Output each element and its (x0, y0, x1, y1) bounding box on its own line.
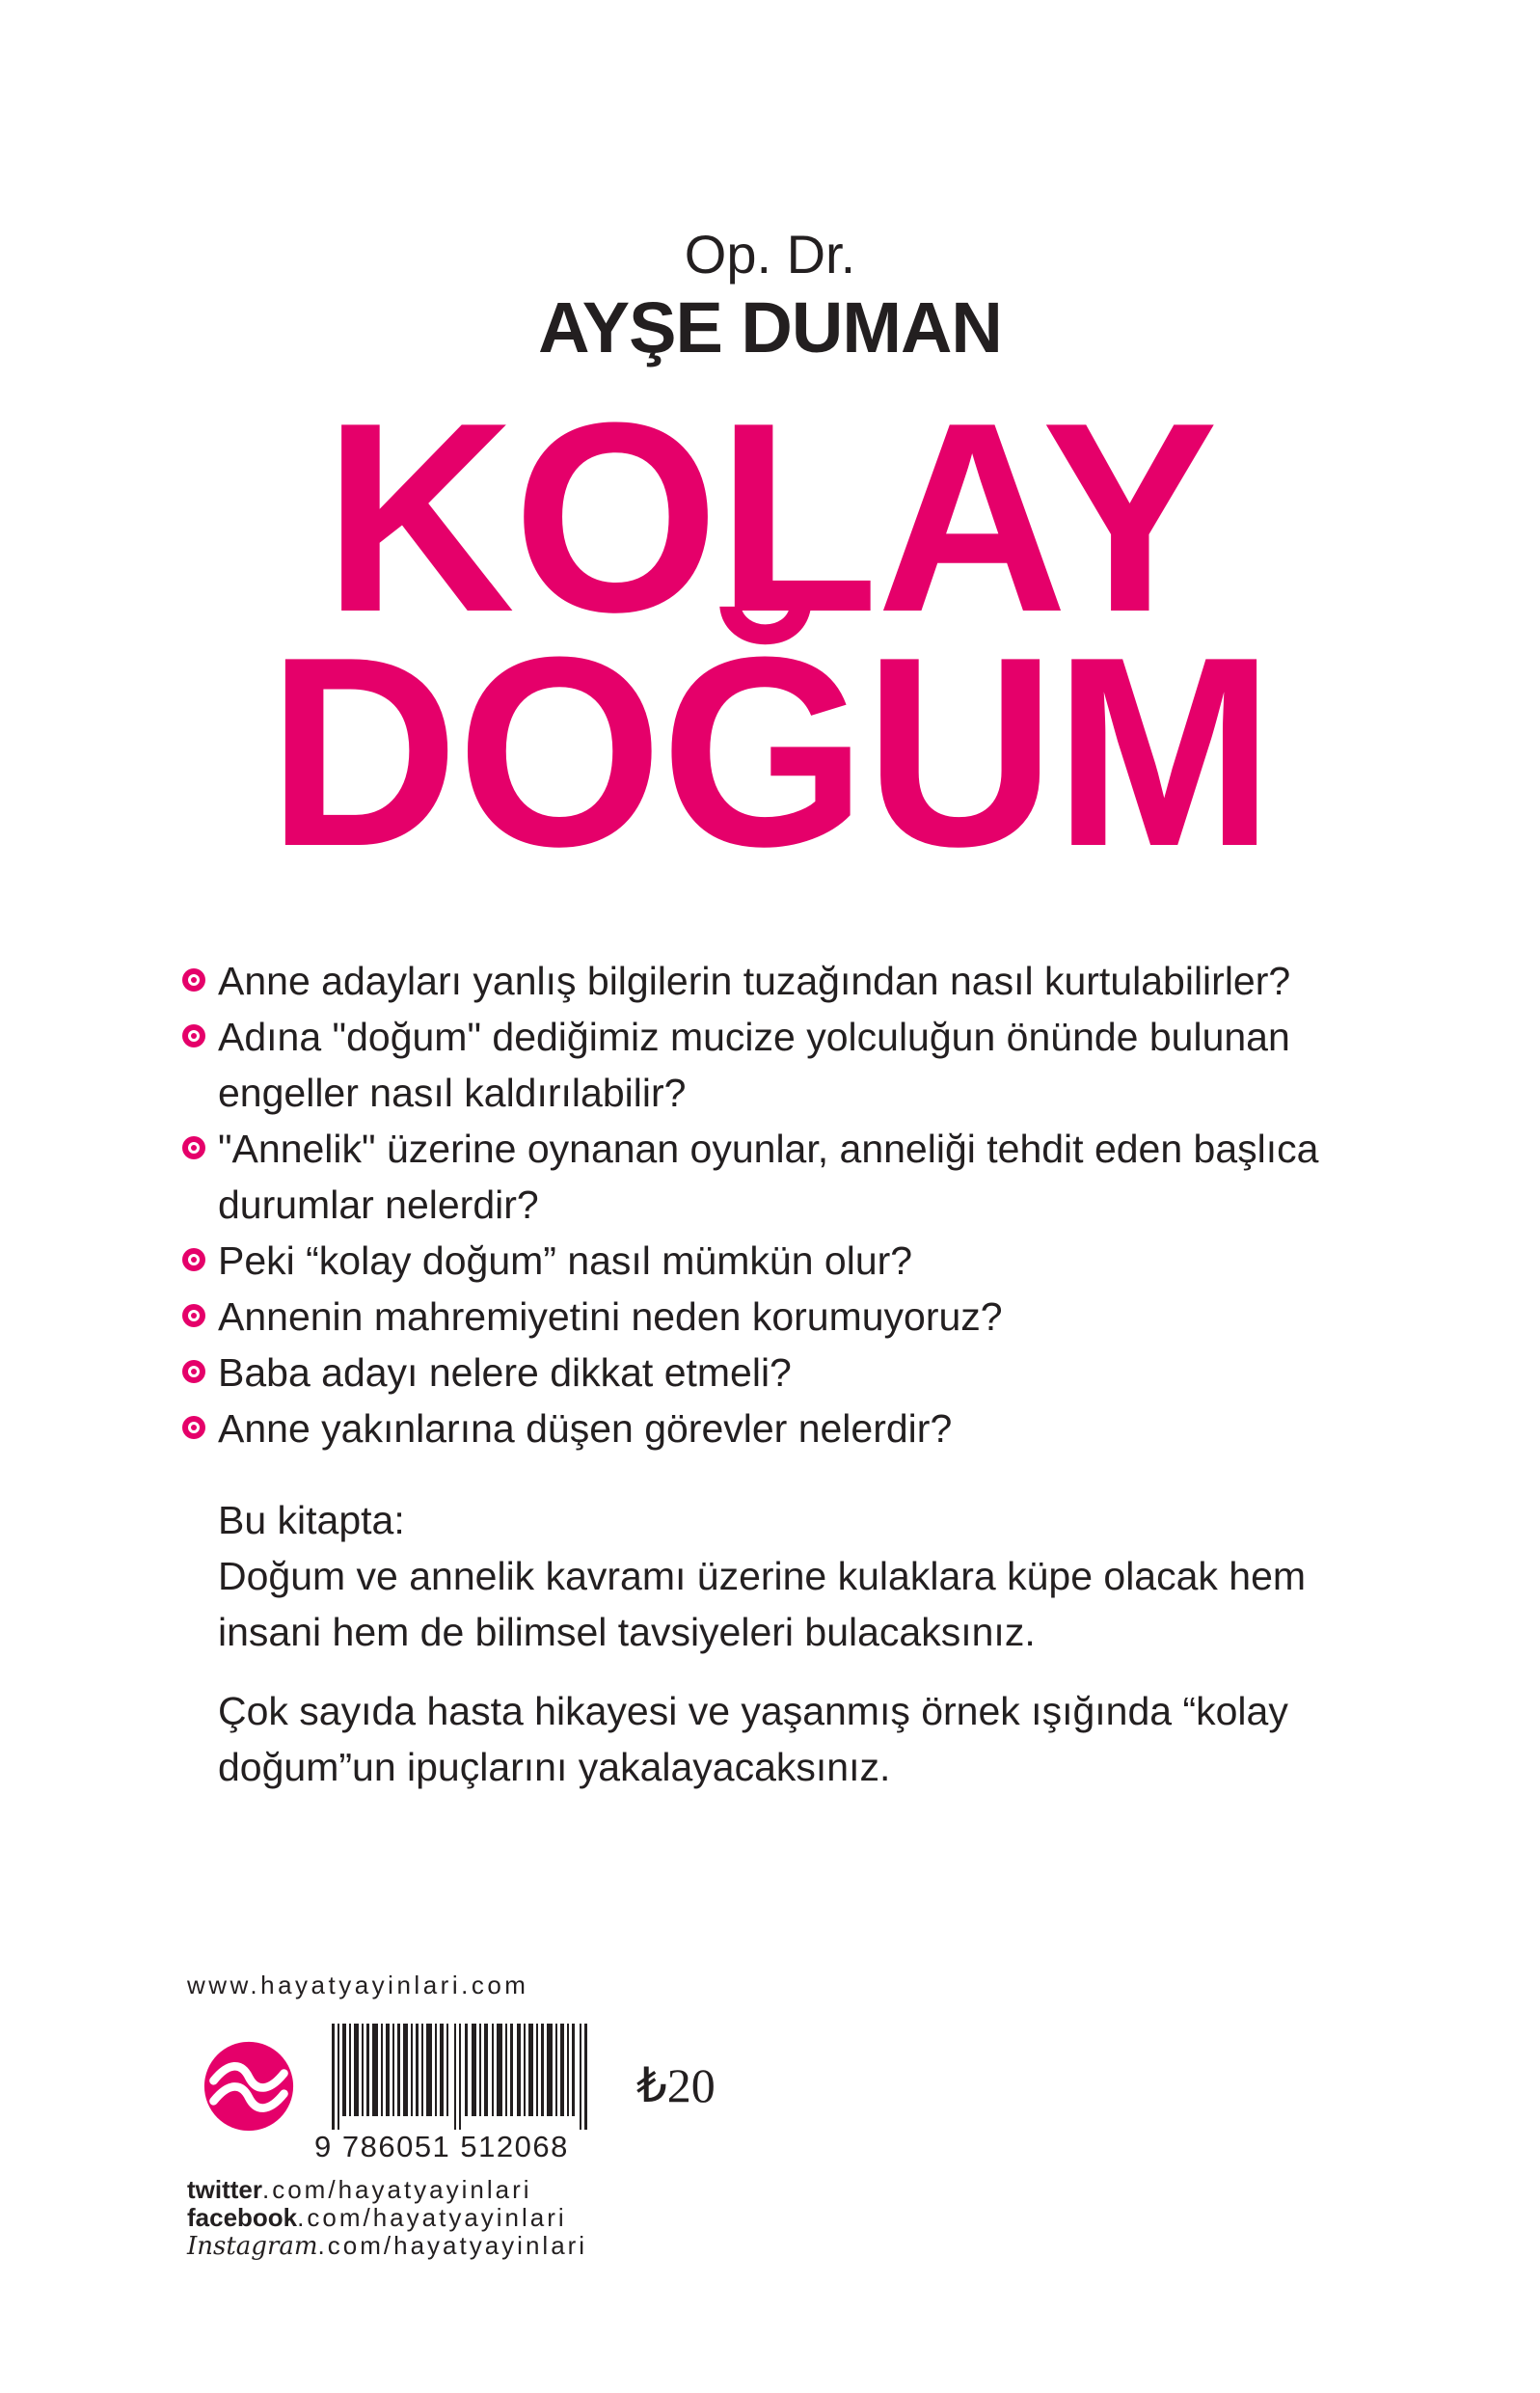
question-item (181, 1009, 1396, 1121)
question-item (181, 1121, 1396, 1233)
question-list (181, 953, 1396, 1456)
instagram-brand: Instagram (187, 2232, 318, 2261)
book-title-line-2: DOĞUM (267, 602, 1273, 903)
book-title-line-1: KOLAY (323, 367, 1217, 668)
bullet-icon (181, 967, 206, 993)
body-paragraph-1 (218, 1492, 1375, 1660)
question-item (181, 1400, 1396, 1456)
price-label: ₺20 (636, 2058, 716, 2112)
body-text-1: Doğum ve annelik kavramı üzerine kulaklara küpe olacak hem insani hem de bilimsel tavsiyeleri bulacaksınız. (218, 1554, 1307, 1654)
twitter-brand: twitter (187, 2175, 262, 2204)
instagram-path: .com/hayatyayinlari (317, 2231, 588, 2260)
social-facebook (187, 2203, 567, 2232)
question-text: Peki “kolay doğum” nasıl mümkün olur? (218, 1238, 913, 1283)
publisher-website: www.hayatyayinlari.com (187, 1971, 529, 1999)
publisher-logo-icon (203, 2040, 295, 2133)
author-prefix: Op. Dr. (684, 224, 856, 285)
author-name: AYŞE DUMAN (538, 287, 1002, 367)
isbn-number: 9 786051 512068 (314, 2130, 569, 2163)
barcode (332, 2024, 588, 2130)
bullet-icon (181, 1415, 206, 1440)
facebook-path: .com/hayatyayinlari (297, 2203, 567, 2232)
question-text: "Annelik" üzerine oynanan oyunlar, anneliği tehdit eden başlıca durumlar nelerdir? (218, 1127, 1319, 1227)
social-instagram (187, 2231, 587, 2261)
social-twitter (187, 2175, 532, 2204)
question-item (181, 1233, 1396, 1289)
question-text: Baba adayı nelere dikkat etmeli? (218, 1350, 792, 1395)
question-text: Anne adayları yanlış bilgilerin tuzağından nasıl kurtulabilirler? (218, 959, 1291, 1003)
bullet-icon (181, 1135, 206, 1160)
body-paragraph-2: Çok sayıda hasta hikayesi ve yaşanmış örnek ışığında “kolay doğum”un ipuçlarını yakalayacaksınız. (218, 1689, 1288, 1789)
bullet-icon (181, 1359, 206, 1384)
bullet-icon (181, 1247, 206, 1272)
bullet-icon (181, 1303, 206, 1328)
body-intro: Bu kitapta: (218, 1498, 405, 1542)
question-text: Anne yakınlarına düşen görevler nelerdir? (218, 1406, 953, 1451)
question-item (181, 1345, 1396, 1400)
question-text: Annenin mahremiyetini neden korumuyoruz? (218, 1294, 1003, 1339)
question-item (181, 1289, 1396, 1345)
question-item (181, 953, 1396, 1009)
twitter-path: .com/hayatyayinlari (262, 2175, 532, 2204)
facebook-brand: facebook (187, 2203, 298, 2232)
bullet-icon (181, 1023, 206, 1048)
question-text: Adına "doğum" dediğimiz mucize yolculuğun önünde bulunan engeller nasıl kaldırılabilir? (218, 1015, 1290, 1115)
